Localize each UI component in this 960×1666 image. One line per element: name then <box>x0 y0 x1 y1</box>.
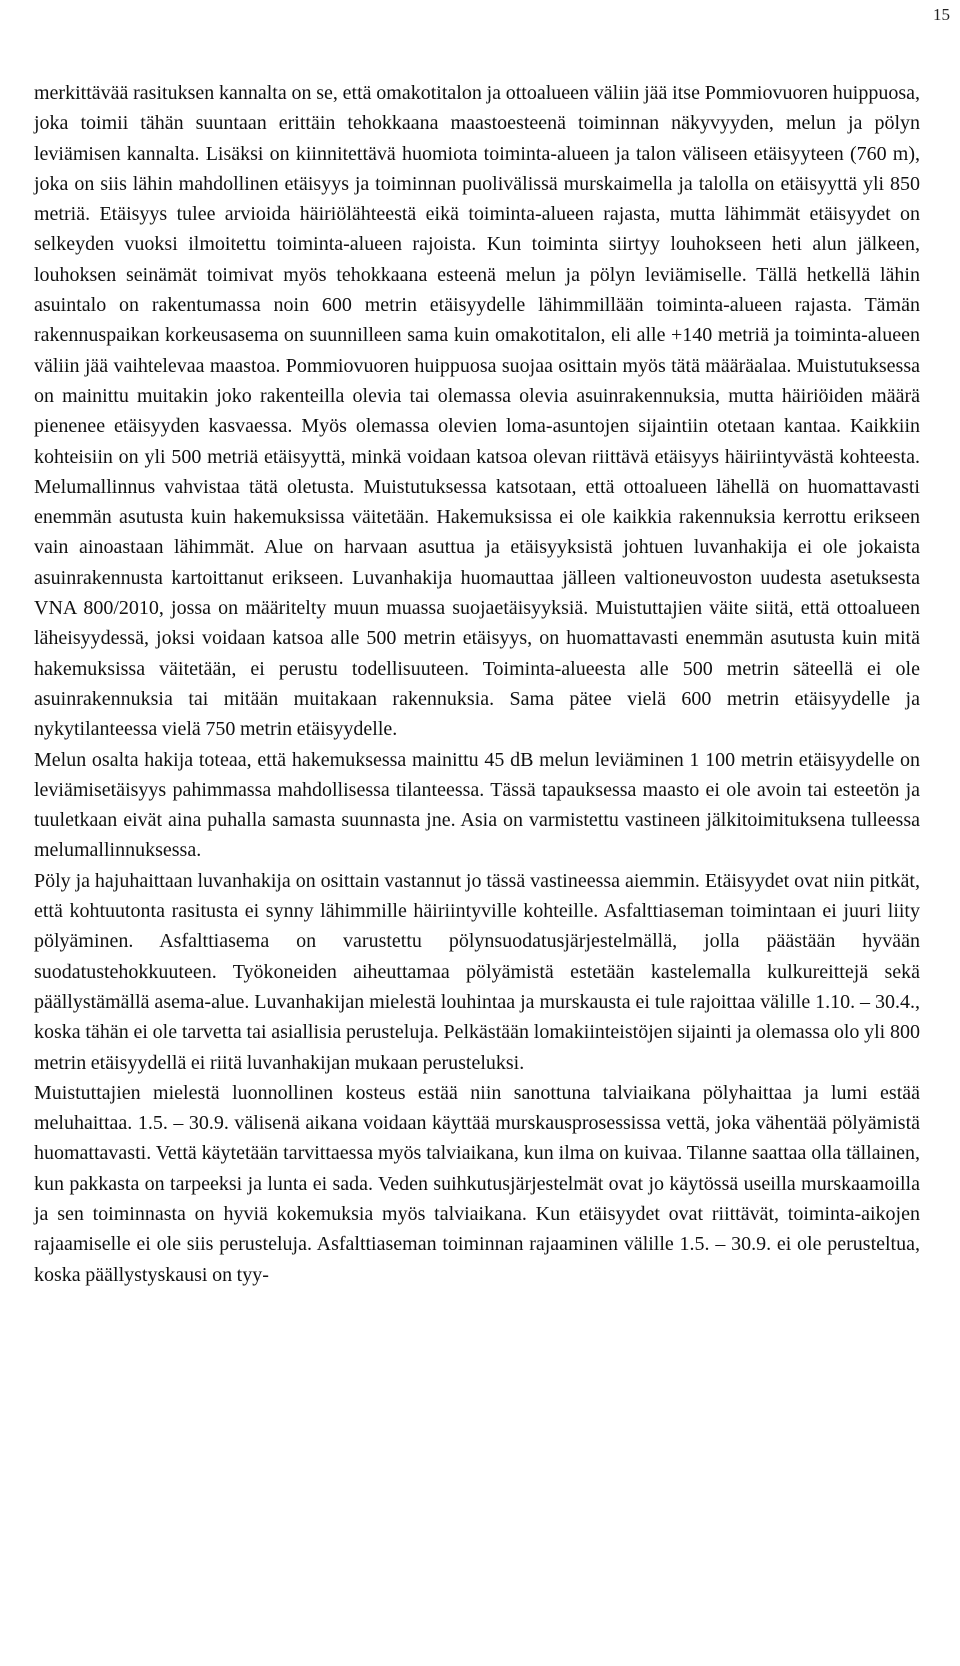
paragraph-distance-assessment: merkittävää rasituksen kannalta on se, että omakotitalon ja ottoalueen väliin jää itse Pommiovuoren huippuosa, joka toimii tähän suuntaan erittäin tehokkaana maastoesteenä toiminnan näkyvyyden, melun ja pölyn leviämisen kannalta. Lisäksi on kiinnitettävä huomiota toiminta-alueen ja talon väliseen etäisyyteen (760 m), joka on siis lähin mahdollinen etäisyys ja toiminnan puolivälissä murskaimella ja talolla on etäisyyttä yli 850 metriä. Etäisyys tulee arvioida häiriölähteestä eikä toiminta-alueen rajasta, mutta lähimmät etäisyydet on selkeyden vuoksi ilmoitettu toiminta-alueen rajoista. Kun toiminta siirtyy louhokseen heti alun jälkeen, louhoksen seinämät toimivat myös tehokkaana esteenä melun ja pölyn leviämiselle. Tällä hetkellä lähin asuintalo on rakentumassa noin 600 metrin etäisyydelle lähimmillään toiminta-alueen rajasta. Tämän rakennuspaikan korkeusasema on suunnilleen sama kuin omakotitalon, eli alle +140 metriä ja toiminta-alueen väliin jää vaihtelevaa maastoa. Pommiovuoren huippuosa suojaa osittain myös tätä määräalaa. Muistutuksessa on mainittu muitakin joko rakenteilla olevia tai olemassa olevia asuinrakennuksia, mutta häiriöiden määrä pienenee etäisyyden kasvaessa. Myös olemassa olevien loma-asuntojen sijaintiin otetaan kantaa. Kaikkiin kohteisiin on yli 500 metriä etäisyyttä, minkä voidaan katsoa olevan riittävä etäisyys häiriintyvästä kohteesta. Melumallinnus vahvistaa tätä oletusta. Muistutuksessa katsotaan, että ottoalueen lähellä on huomattavasti enemmän asutusta kuin hakemuksissa väitetään. Hakemuksissa ei ole kaikkia rakennuksia kerrottu erikseen vain ainoastaan lähimmät. Alue on harvaan asuttua ja etäisyyksistä johtuen luvanhakija ei ole jokaista asuinrakennusta kartoittanut erikseen. Luvanhakija huomauttaa jälleen valtioneuvoston uudesta asetuksesta VNA 800/2010, jossa on määritelty muun muassa suojaetäisyyksiä. Muistuttajien väite siitä, että ottoalueen läheisyydessä, joksi voidaan katsoa alle 500 metrin etäisyys, on huomattavasti enemmän asutusta kuin mitä hakemuksissa väitetään, ei perustu todellisuuteen. Toiminta-alueesta alle 500 metrin säteellä ei ole asuinrakennuksia tai mitään muitakaan rakennuksia. Sama pätee vielä 600 metrin etäisyydelle ja nykytilanteessa vielä 750 metrin etäisyydelle. <box>34 82 920 741</box>
body-text <box>34 78 920 1290</box>
paragraph-noise: Melun osalta hakija toteaa, että hakemuksessa mainittu 45 dB melun leviäminen 1 100 metrin etäisyydelle on leviämisetäisyys pahimmassa mahdollisessa tilanteessa. Tässä tapauksessa maasto ei ole avoin tai esteetön ja tuuletkaan eivät aina puhalla samasta suunnasta jne. Asia on varmistettu vastineen jälkitoimituksena tulleessa melumallinnuksessa. <box>34 748 920 862</box>
paragraph-dust-odor: Pöly ja hajuhaittaan luvanhakija on osittain vastannut jo tässä vastineessa aiemmin. Etäisyydet ovat niin pitkät, että kohtuutonta rasitusta ei synny lähimmille häiriintyville kohteille. Asfalttiaseman toimintaan ei juuri liity pölyäminen. Asfalttiasema on varustettu pölynsuodatusjärjestelmällä, jolla päästään hyvään suodatustehokkuuteen. Työkoneiden aiheuttamaa pölyämistä estetään kastelemalla kulkureittejä sekä päällystämällä asema-alue. Luvanhakijan mielestä louhintaa ja murskausta ei tule rajoittaa välille 1.10. – 30.4., koska tähän ei ole tarvetta tai asiallisia perusteluja. Pelkästään lomakiinteistöjen sijainti ja olemassa olo yli 800 metrin etäisyydellä ei riitä luvanhakijan mukaan perusteluksi. <box>34 869 920 1074</box>
paragraph-moisture-seasonal: Muistuttajien mielestä luonnollinen kosteus estää niin sanottuna talviaikana pölyhaittaa ja lumi estää meluhaittaa. 1.5. – 30.9. välisenä aikana voidaan käyttää murskausprosessissa vettä, joka vähentää pölyämistä huomattavasti. Vettä käytetään tarvittaessa myös talviaikana, kun ilma on kuivaa. Tilanne saattaa olla tällainen, kun pakkasta on tarpeeksi ja lunta ei sada. Veden suihkutusjärjestelmät ovat jo käytössä useilla murskaamoilla ja sen toiminnasta on hyviä kokemuksia myös talviaikana. Kun etäisyydet ovat riittävät, toiminta-aikojen rajaamiselle ei ole siis perusteluja. Asfalttiaseman toiminnan rajaaminen välille 1.5. – 30.9. ei ole perusteltua, koska päällystyskausi on tyy- <box>34 1081 920 1286</box>
page-number: 15 <box>933 5 950 24</box>
